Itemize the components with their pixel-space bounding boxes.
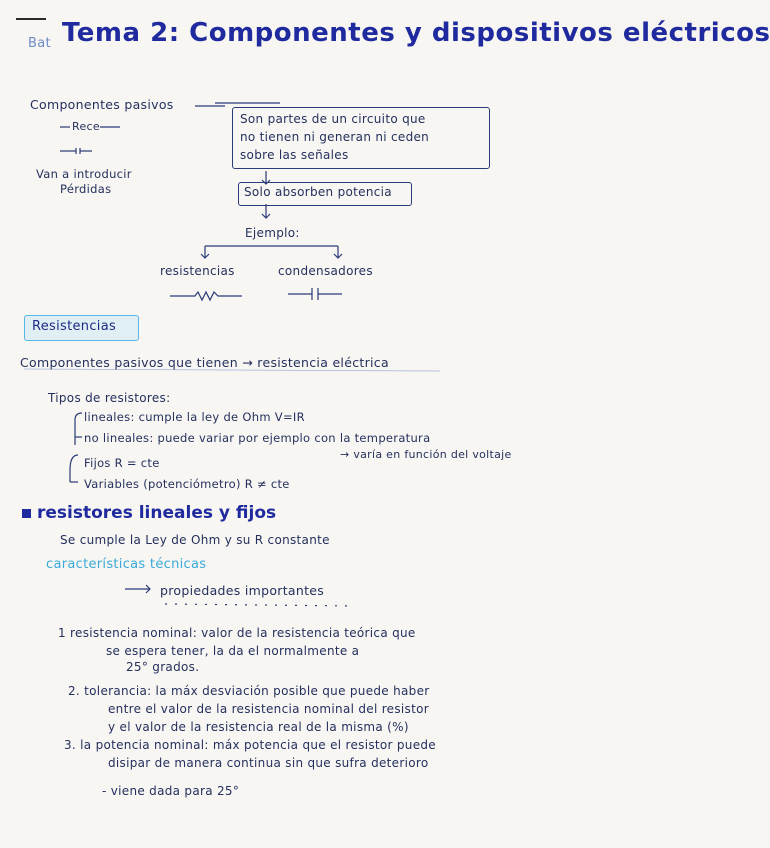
box-line-3: sobre las señales [240, 148, 349, 162]
branch-condensadores: condensadores [278, 264, 373, 278]
propiedades-importantes: propiedades importantes [160, 583, 325, 598]
tipo-lineales: lineales: cumple la ley de Ohm V=IR [84, 410, 305, 424]
heading-resistores-lineales [22, 503, 276, 523]
tipos-title: Tipos de resistores: [48, 391, 171, 405]
item-1-line-2: se espera tener, la da el normalmente a [106, 644, 360, 658]
label-componentes-pasivos: Componentes pasivos [30, 97, 174, 112]
lineales-intro: Se cumple la Ley de Ohm y su R constante [60, 533, 330, 547]
tipo-variables: Variables (potenciómetro) R ≠ cte [84, 477, 290, 491]
ejemplo-node: Ejemplo: [245, 226, 300, 240]
item-2-line-2: entre el valor de la resistencia nominal del resistor [108, 702, 429, 716]
resistencias-definition: Componentes pasivos que tienen → resistencia eléctrica [20, 355, 389, 370]
branch-resistencias: resistencias [160, 264, 235, 278]
item-1-line-3: 25° grados. [126, 660, 200, 674]
item-1-line-1: 1 resistencia nominal: valor de la resistencia teórica que [58, 626, 416, 640]
tipo-fijos: Fijos R = cte [84, 456, 160, 470]
item-3-line-2: disipar de manera continua sin que sufra deterioro [108, 756, 429, 770]
item-2-line-1: 2. tolerancia: la máx desviación posible que puede haber [68, 684, 430, 698]
label-resistor-symbol: Rece [72, 120, 100, 133]
square-bullet-icon [22, 509, 31, 518]
caracteristicas-tecnicas: características técnicas [46, 557, 207, 572]
note-introducir: Van a introducir [36, 167, 132, 181]
resistencias-label: Resistencias [32, 319, 117, 334]
tipo-voltaje-note: → varía en función del voltaje [340, 448, 512, 461]
tipo-no-lineales: no lineales: puede variar por ejemplo con la temperatura [84, 431, 431, 445]
item-2-line-3: y el valor de la resistencia real de la misma (%) [108, 720, 409, 734]
box-line-1: Son partes de un circuito que [240, 112, 426, 126]
box-line-2: no tienen ni generan ni ceden [240, 130, 430, 144]
title-prefix: Bat [28, 36, 51, 51]
note-perdidas: Pérdidas [60, 182, 112, 196]
item-3-line-3: - viene dada para 25° [102, 784, 240, 798]
absorben-text: Solo absorben potencia [244, 185, 392, 199]
item-3-line-1: 3. la potencia nominal: máx potencia que el resistor puede [64, 738, 436, 752]
heading-text: resistores lineales y fijos [37, 503, 277, 523]
page-title: Tema 2: Componentes y dispositivos eléctricos [62, 18, 770, 48]
